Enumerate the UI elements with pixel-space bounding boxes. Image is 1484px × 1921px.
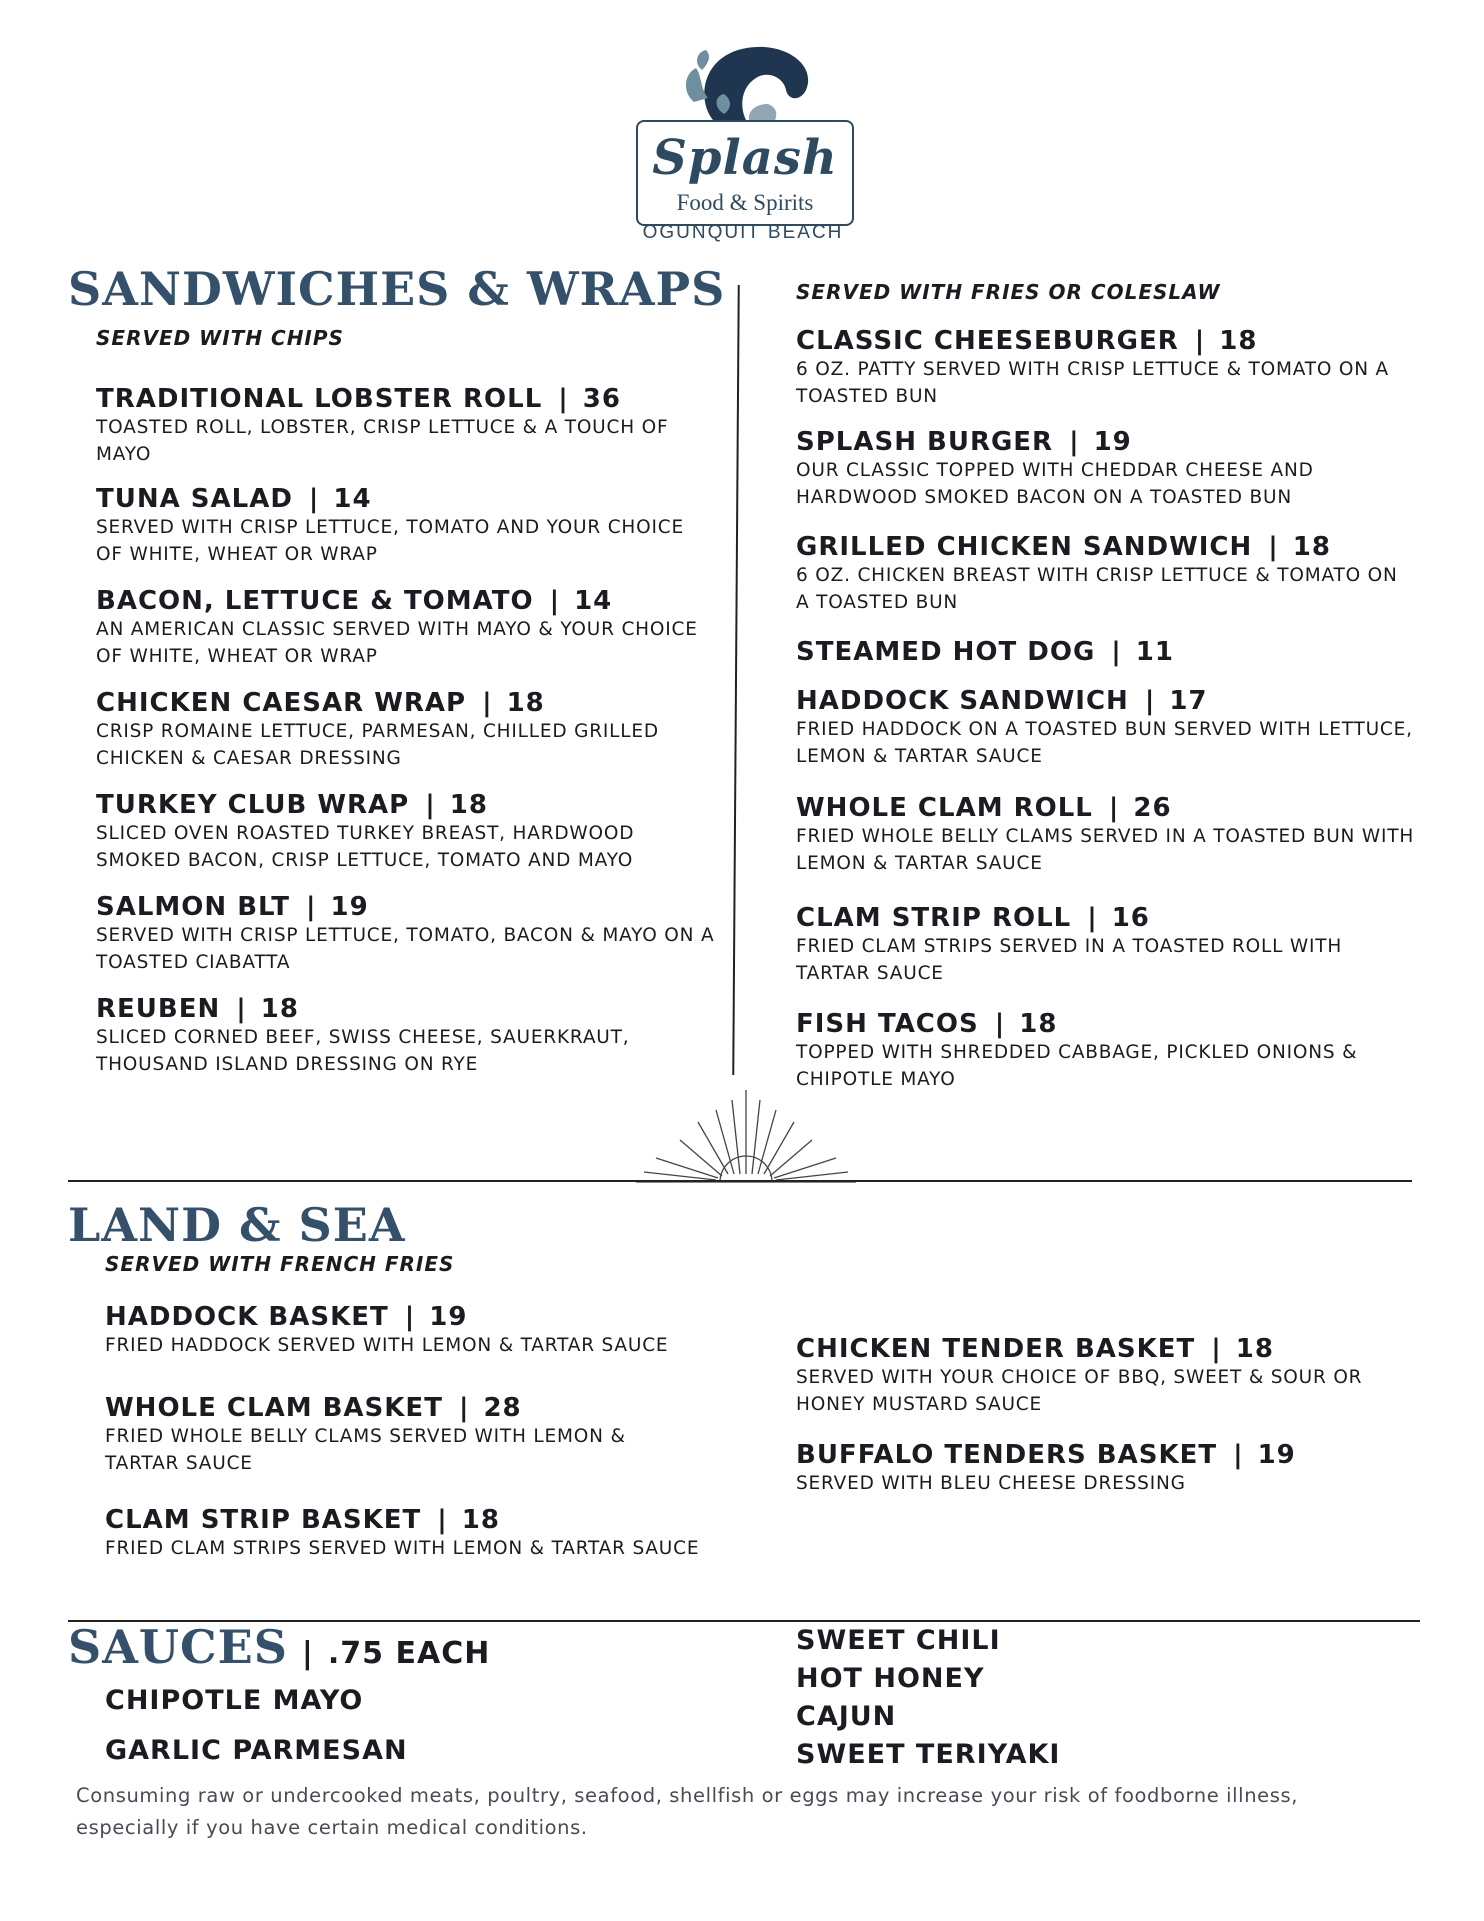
item-description: OUR CLASSIC TOPPED WITH CHEDDAR CHEESE AND HARDWOOD SMOKED BACON ON A TOASTED BUN	[796, 460, 1314, 508]
section-title-sauces: SAUCES	[68, 1620, 288, 1674]
item-price: 19	[330, 892, 369, 922]
menu-item	[796, 1334, 1416, 1418]
item-separator: |	[236, 994, 247, 1024]
item-name: SPLASH BURGER	[796, 427, 1054, 457]
item-name: CLAM STRIP ROLL	[796, 903, 1072, 933]
sauce-item: SWEET TERIYAKI	[796, 1739, 1061, 1770]
sauce-item: GARLIC PARMESAN	[105, 1735, 408, 1766]
item-price: 17	[1169, 686, 1208, 716]
item-description: 6 OZ. PATTY SERVED WITH CRISP LETTUCE & TOMATO ON A TOASTED BUN	[796, 359, 1390, 407]
item-price: 11	[1135, 637, 1174, 667]
item-name: FISH TACOS	[796, 1009, 979, 1039]
item-separator: |	[1069, 427, 1080, 457]
item-description: 6 OZ. CHICKEN BREAST WITH CRISP LETTUCE & TOMATO ON A TOASTED BUN	[796, 565, 1398, 613]
menu-item	[796, 686, 1416, 770]
menu-item	[105, 1505, 705, 1562]
item-description: TOASTED ROLL, LOBSTER, CRISP LETTUCE & A TOUCH OF MAYO	[96, 417, 669, 465]
item-separator: |	[1144, 686, 1156, 716]
menu-item	[796, 637, 1416, 667]
item-description: CRISP ROMAINE LETTUCE, PARMESAN, CHILLED GRILLED CHICKEN & CAESAR DRESSING	[96, 721, 659, 769]
item-separator: |	[1211, 1334, 1222, 1364]
item-price: 18	[260, 994, 299, 1024]
item-name: SALMON BLT	[96, 892, 291, 922]
health-disclaimer: Consuming raw or undercooked meats, poultry, seafood, shellfish or eggs may increase your risk of foodborne illness, especially if you have certain medical conditions.	[76, 1784, 1299, 1839]
item-description: SLICED CORNED BEEF, SWISS CHEESE, SAUERKRAUT, THOUSAND ISLAND DRESSING ON RYE	[96, 1027, 630, 1075]
item-separator: |	[425, 790, 436, 820]
item-description: SERVED WITH CRISP LETTUCE, TOMATO, BACON & MAYO ON A TOASTED CIABATTA	[96, 925, 715, 973]
item-name: STEAMED HOT DOG	[796, 637, 1096, 667]
item-price: 18	[1019, 1009, 1058, 1039]
item-description: AN AMERICAN CLASSIC SERVED WITH MAYO & YOUR CHOICE OF WHITE, WHEAT OR WRAP	[96, 619, 698, 667]
item-price: 18	[1235, 1334, 1274, 1364]
item-separator: |	[1087, 903, 1098, 933]
item-price: 14	[574, 586, 613, 616]
item-separator: |	[458, 1393, 470, 1423]
item-description: FRIED HADDOCK ON A TOASTED BUN SERVED WITH LETTUCE, LEMON & TARTAR SAUCE	[796, 719, 1413, 767]
item-separator: |	[549, 586, 561, 616]
menu-item	[105, 1393, 705, 1477]
item-description: FRIED WHOLE BELLY CLAMS SERVED IN A TOASTED BUN WITH LEMON & TARTAR SAUCE	[796, 826, 1415, 874]
menu-item	[96, 586, 716, 670]
item-price: 19	[1257, 1440, 1296, 1470]
section-title-sandwiches: SANDWICHES & WRAPS	[68, 262, 726, 316]
item-description: TOPPED WITH SHREDDED CABBAGE, PICKLED ONIONS & CHIPOTLE MAYO	[796, 1042, 1358, 1090]
menu-item	[96, 790, 716, 874]
menu-item	[796, 1009, 1416, 1093]
item-description: FRIED HADDOCK SERVED WITH LEMON & TARTAR SAUCE	[105, 1335, 669, 1356]
item-price: 36	[582, 384, 621, 414]
item-description: FRIED CLAM STRIPS SERVED IN A TOASTED ROLL WITH TARTAR SAUCE	[796, 936, 1343, 984]
item-price: 26	[1133, 793, 1172, 823]
menu-item	[796, 427, 1416, 511]
sauce-item: CAJUN	[796, 1701, 897, 1732]
item-separator: |	[1233, 1440, 1244, 1470]
item-separator: |	[306, 892, 317, 922]
item-separator: |	[308, 484, 320, 514]
sunburst-icon	[636, 1070, 856, 1185]
restaurant-logo	[628, 42, 858, 247]
item-description: FRIED WHOLE BELLY CLAMS SERVED WITH LEMON & TARTAR SAUCE	[105, 1426, 626, 1474]
item-description: FRIED CLAM STRIPS SERVED WITH LEMON & TARTAR SAUCE	[105, 1538, 700, 1559]
item-separator: |	[1268, 532, 1279, 562]
item-name: CLASSIC CHEESEBURGER	[796, 326, 1179, 356]
item-price: 14	[333, 484, 372, 514]
wave-icon	[628, 42, 858, 132]
sauce-item: CHIPOTLE MAYO	[105, 1685, 364, 1716]
sauces-price: .75 EACH	[327, 1636, 491, 1671]
item-name: BUFFALO TENDERS BASKET	[796, 1440, 1218, 1470]
item-name: REUBEN	[96, 994, 221, 1024]
logo-subtitle: Food & Spirits	[676, 190, 814, 215]
item-separator: |	[404, 1302, 416, 1332]
logo-name: Splash	[652, 130, 838, 186]
item-price: 19	[429, 1302, 468, 1332]
item-name: CLAM STRIP BASKET	[105, 1505, 422, 1535]
item-name: WHOLE CLAM ROLL	[796, 793, 1093, 823]
menu-item	[96, 484, 716, 568]
item-name: CHICKEN CAESAR WRAP	[96, 688, 467, 718]
menu-item	[796, 532, 1416, 616]
column-divider	[732, 285, 740, 1075]
item-description: SERVED WITH BLEU CHEESE DRESSING	[796, 1473, 1186, 1494]
item-separator: |	[994, 1009, 1006, 1039]
sauces-heading	[68, 1620, 490, 1674]
section-note-french-fries: SERVED WITH FRENCH FRIES	[105, 1252, 455, 1276]
item-name: TUNA SALAD	[96, 484, 293, 514]
item-description: SERVED WITH YOUR CHOICE OF BBQ, SWEET & SOUR OR HONEY MUSTARD SAUCE	[796, 1367, 1363, 1415]
logo-location: OGUNQUIT BEACH	[642, 222, 844, 243]
menu-item	[796, 793, 1416, 877]
menu-item	[796, 1440, 1416, 1497]
item-separator: |	[1111, 637, 1122, 667]
item-name: WHOLE CLAM BASKET	[105, 1393, 443, 1423]
item-price: 16	[1111, 903, 1150, 933]
item-price: 18	[1219, 326, 1258, 356]
item-description: SLICED OVEN ROASTED TURKEY BREAST, HARDWOOD SMOKED BACON, CRISP LETTUCE, TOMATO AND MAYO	[96, 823, 635, 871]
item-price: 18	[461, 1505, 500, 1535]
item-price: 19	[1093, 427, 1132, 457]
sauce-item: SWEET CHILI	[796, 1625, 1001, 1656]
item-separator: |	[301, 1636, 314, 1671]
item-name: GRILLED CHICKEN SANDWICH	[796, 532, 1253, 562]
item-name: HADDOCK BASKET	[105, 1302, 389, 1332]
section-divider	[68, 1180, 1412, 1182]
item-separator: |	[482, 688, 493, 718]
menu-item	[796, 326, 1416, 410]
item-price: 28	[483, 1393, 522, 1423]
item-name: CHICKEN TENDER BASKET	[796, 1334, 1196, 1364]
menu-item	[96, 384, 716, 468]
item-separator: |	[558, 384, 569, 414]
item-description: SERVED WITH CRISP LETTUCE, TOMATO AND YOUR CHOICE OF WHITE, WHEAT OR WRAP	[96, 517, 684, 565]
item-price: 18	[506, 688, 545, 718]
item-price: 18	[449, 790, 488, 820]
item-name: BACON, LETTUCE & TOMATO	[96, 586, 534, 616]
item-separator: |	[437, 1505, 448, 1535]
section-title-land-sea: LAND & SEA	[68, 1198, 406, 1252]
menu-item	[96, 994, 716, 1078]
item-name: HADDOCK SANDWICH	[796, 686, 1129, 716]
menu-item	[96, 892, 716, 976]
section-note-fries-coleslaw: SERVED WITH FRIES OR COLESLAW	[796, 280, 1221, 304]
menu-item	[796, 903, 1416, 987]
item-name: TRADITIONAL LOBSTER ROLL	[96, 384, 543, 414]
section-note-chips: SERVED WITH CHIPS	[96, 326, 344, 350]
item-name: TURKEY CLUB WRAP	[96, 790, 410, 820]
logo-frame	[636, 120, 854, 226]
item-separator: |	[1194, 326, 1206, 356]
menu-item	[105, 1302, 725, 1359]
item-price: 18	[1292, 532, 1331, 562]
menu-item	[96, 688, 716, 772]
sauce-item: HOT HONEY	[796, 1663, 985, 1694]
item-separator: |	[1108, 793, 1120, 823]
